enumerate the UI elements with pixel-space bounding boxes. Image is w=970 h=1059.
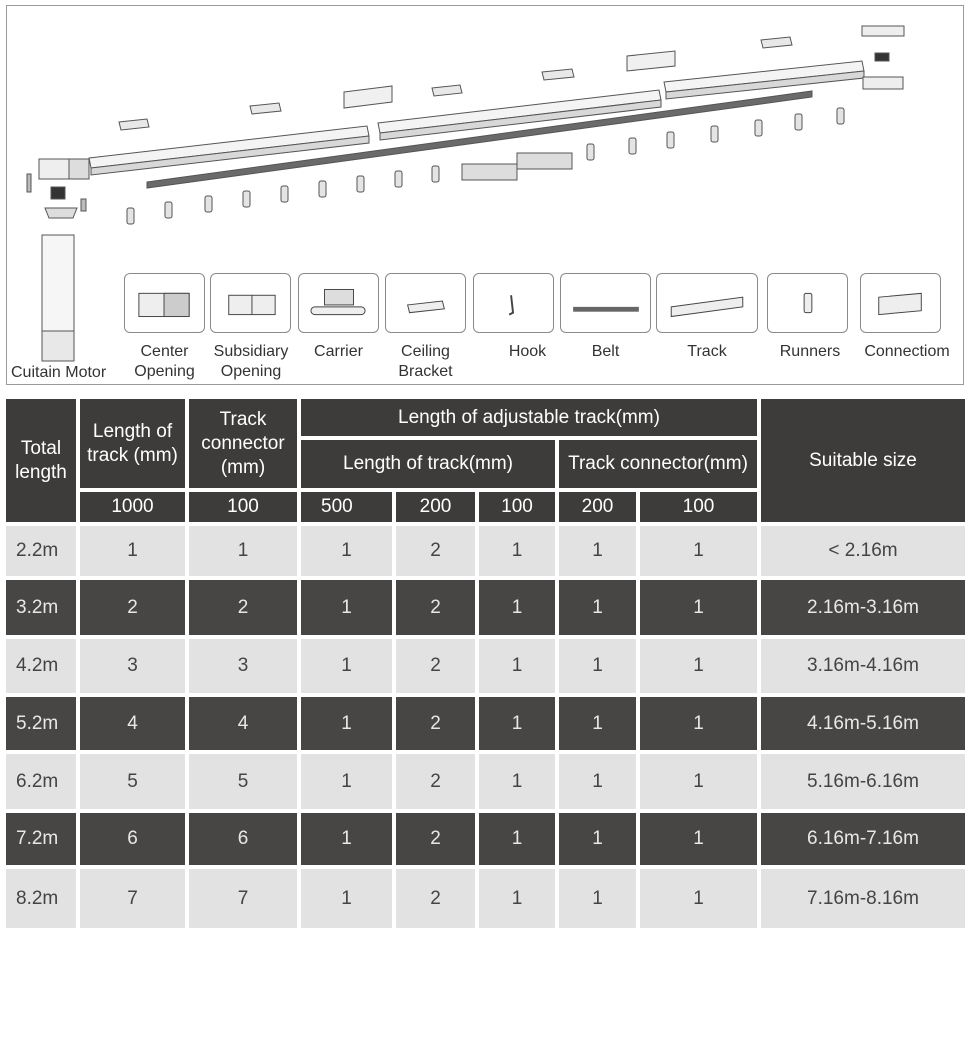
cell-conn-100: 1 bbox=[640, 813, 757, 865]
cell-length-of-track: 1 bbox=[80, 526, 185, 576]
cell-suitable-size: 3.16m-4.16m bbox=[761, 639, 965, 693]
exploded-diagram bbox=[6, 5, 964, 385]
ceiling-bracket-icon bbox=[386, 274, 465, 332]
cell-adj-100: 1 bbox=[479, 526, 555, 576]
center-opening-box bbox=[124, 273, 205, 333]
cell-adj-500: 1 bbox=[301, 869, 392, 928]
subheader-adj-200: 200 bbox=[396, 492, 475, 522]
part-label-ceiling-bracket: Ceiling Bracket bbox=[398, 343, 453, 380]
cell-length-of-track: 3 bbox=[80, 639, 185, 693]
cell-adj-100: 1 bbox=[479, 580, 555, 635]
cell-length-of-track: 7 bbox=[80, 869, 185, 928]
cell-length-of-track: 6 bbox=[80, 813, 185, 865]
cell-suitable-size: 4.16m-5.16m bbox=[761, 697, 965, 750]
subsidiary-opening-icon bbox=[211, 274, 290, 332]
cell-adj-100: 1 bbox=[479, 697, 555, 750]
header-adj-length-of-track: Length of track(mm) bbox=[301, 440, 555, 488]
cell-length-of-track: 4 bbox=[80, 697, 185, 750]
cell-adj-100: 1 bbox=[479, 813, 555, 865]
part-label-track: Track bbox=[687, 343, 727, 360]
cell-track-connector: 4 bbox=[189, 697, 297, 750]
cell-adj-200: 2 bbox=[396, 813, 475, 865]
subheader-track-1000: 1000 bbox=[80, 492, 185, 522]
subsidiary-opening-box bbox=[210, 273, 291, 333]
cell-conn-200: 1 bbox=[559, 639, 636, 693]
center-opening-icon bbox=[125, 274, 204, 332]
header-track-connector: Track connector (mm) bbox=[189, 399, 297, 488]
carrier-box bbox=[298, 273, 379, 333]
cell-conn-200: 1 bbox=[559, 813, 636, 865]
subheader-connector-100: 100 bbox=[189, 492, 297, 522]
runners-box bbox=[767, 273, 848, 333]
cell-total-length: 4.2m bbox=[6, 639, 76, 693]
cell-total-length: 7.2m bbox=[6, 813, 76, 865]
belt-box bbox=[560, 273, 651, 333]
subheader-conn-100: 100 bbox=[640, 492, 757, 522]
cell-adj-500: 1 bbox=[301, 813, 392, 865]
cell-conn-100: 1 bbox=[640, 580, 757, 635]
cell-track-connector: 1 bbox=[189, 526, 297, 576]
cell-conn-100: 1 bbox=[640, 869, 757, 928]
cell-adj-500: 1 bbox=[301, 639, 392, 693]
cell-adj-100: 1 bbox=[479, 639, 555, 693]
curtain-motor-label: Cuitain Motor bbox=[11, 364, 107, 381]
part-label-connection: Connectiom bbox=[864, 343, 950, 360]
cell-adj-200: 2 bbox=[396, 869, 475, 928]
cell-total-length: 2.2m bbox=[6, 526, 76, 576]
cell-suitable-size: 6.16m-7.16m bbox=[761, 813, 965, 865]
ceiling-bracket-box bbox=[385, 273, 466, 333]
cell-length-of-track: 5 bbox=[80, 754, 185, 809]
carrier-icon bbox=[299, 274, 378, 332]
hook-icon bbox=[474, 274, 553, 332]
header-total-length: Total length bbox=[6, 399, 76, 522]
track-icon bbox=[657, 274, 757, 332]
cell-adj-200: 2 bbox=[396, 697, 475, 750]
runners-icon bbox=[768, 274, 847, 332]
cell-total-length: 5.2m bbox=[6, 697, 76, 750]
cell-suitable-size: < 2.16m bbox=[761, 526, 965, 576]
cell-suitable-size: 7.16m-8.16m bbox=[761, 869, 965, 928]
cell-track-connector: 2 bbox=[189, 580, 297, 635]
subheader-adj-500: 500 bbox=[301, 492, 392, 522]
cell-total-length: 8.2m bbox=[6, 869, 76, 928]
cell-suitable-size: 5.16m-6.16m bbox=[761, 754, 965, 809]
part-label-hook: Hook bbox=[508, 343, 547, 360]
part-label-subsidiary-opening: Subsidiary Opening bbox=[213, 343, 289, 380]
cell-adj-200: 2 bbox=[396, 639, 475, 693]
cell-total-length: 6.2m bbox=[6, 754, 76, 809]
cell-adj-100: 1 bbox=[479, 754, 555, 809]
cell-adj-500: 1 bbox=[301, 697, 392, 750]
belt-icon bbox=[561, 274, 650, 332]
cell-conn-100: 1 bbox=[640, 754, 757, 809]
header-suitable-size: Suitable size bbox=[761, 399, 965, 522]
hook-box bbox=[473, 273, 554, 333]
header-adj-track-connector: Track connector(mm) bbox=[559, 440, 757, 488]
track-box bbox=[656, 273, 758, 333]
subheader-adj-100: 100 bbox=[479, 492, 555, 522]
cell-conn-200: 1 bbox=[559, 697, 636, 750]
part-label-carrier: Carrier bbox=[314, 343, 363, 360]
cell-track-connector: 7 bbox=[189, 869, 297, 928]
part-label-runners: Runners bbox=[779, 343, 841, 360]
cell-conn-100: 1 bbox=[640, 697, 757, 750]
cell-adj-500: 1 bbox=[301, 580, 392, 635]
cell-adj-500: 1 bbox=[301, 526, 392, 576]
cell-suitable-size: 2.16m-3.16m bbox=[761, 580, 965, 635]
cell-adj-200: 2 bbox=[396, 526, 475, 576]
connection-box bbox=[860, 273, 941, 333]
cell-adj-100: 1 bbox=[479, 869, 555, 928]
cell-conn-200: 1 bbox=[559, 869, 636, 928]
cell-conn-100: 1 bbox=[640, 526, 757, 576]
part-label-belt: Belt bbox=[591, 343, 620, 360]
cell-track-connector: 5 bbox=[189, 754, 297, 809]
cell-conn-100: 1 bbox=[640, 639, 757, 693]
cell-conn-200: 1 bbox=[559, 580, 636, 635]
cell-length-of-track: 2 bbox=[80, 580, 185, 635]
cell-adj-500: 1 bbox=[301, 754, 392, 809]
cell-adj-200: 2 bbox=[396, 754, 475, 809]
cell-track-connector: 6 bbox=[189, 813, 297, 865]
header-length-of-track: Length of track (mm) bbox=[80, 399, 185, 488]
cell-adj-200: 2 bbox=[396, 580, 475, 635]
part-label-center-opening: Center Opening bbox=[134, 343, 195, 380]
subheader-conn-200: 200 bbox=[559, 492, 636, 522]
cell-conn-200: 1 bbox=[559, 526, 636, 576]
connection-icon bbox=[861, 274, 940, 332]
size-spec-table bbox=[6, 399, 965, 929]
cell-total-length: 3.2m bbox=[6, 580, 76, 635]
header-adjustable-track: Length of adjustable track(mm) bbox=[301, 399, 757, 436]
cell-track-connector: 3 bbox=[189, 639, 297, 693]
cell-conn-200: 1 bbox=[559, 754, 636, 809]
